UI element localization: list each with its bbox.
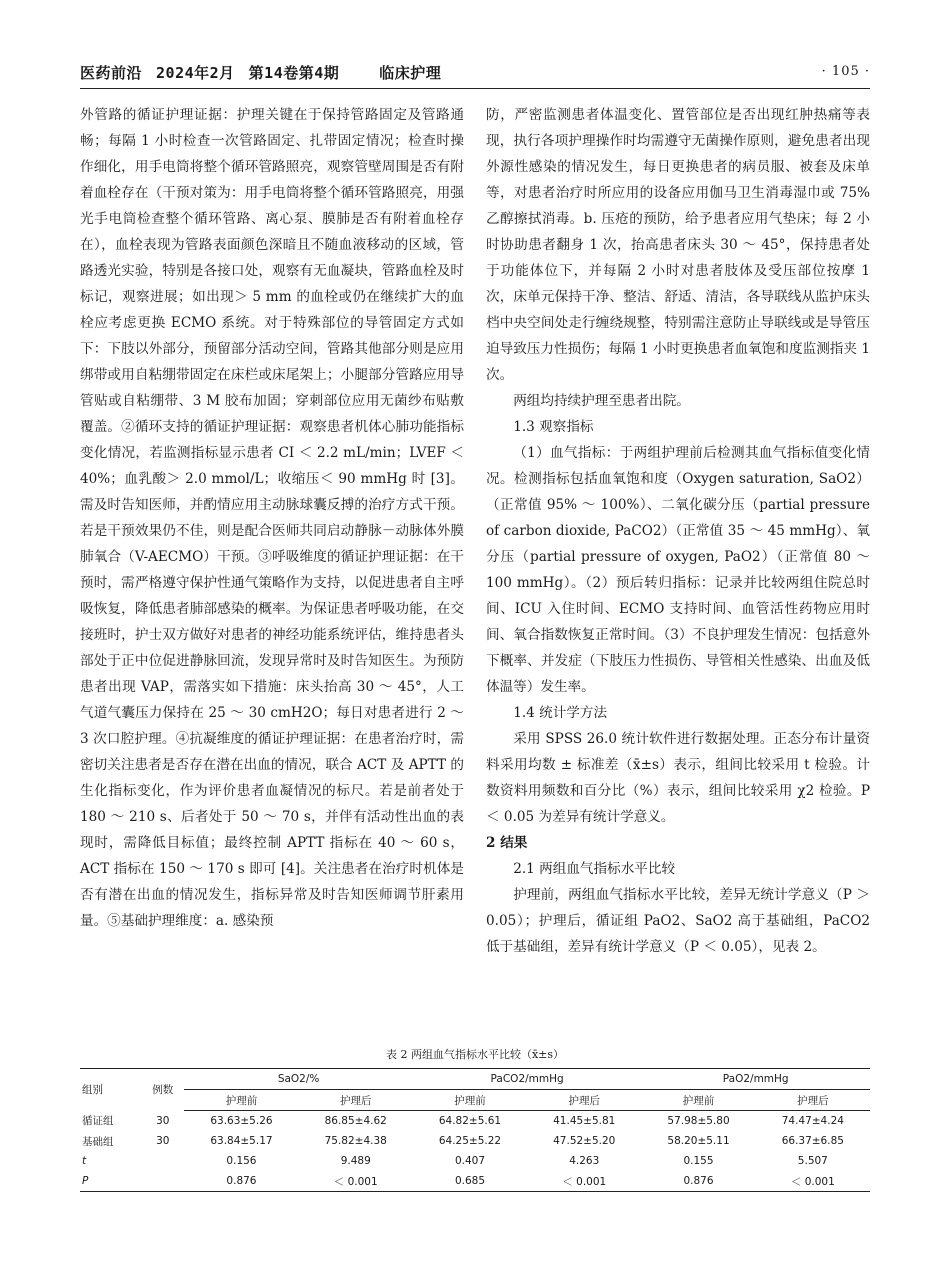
page-number: · 105 · <box>821 64 870 79</box>
sub-after: 护理后 <box>756 1090 870 1111</box>
table-caption: 表 2 两组血气指标水平比较（x̄±s） <box>385 1048 565 1061</box>
journal-name: 医药前沿 <box>80 64 143 82</box>
sub-before: 护理前 <box>413 1090 527 1111</box>
table-2 <box>80 1046 870 1192</box>
table-row: P 0.876 ＜ 0.001 0.685 ＜ 0.001 0.876 ＜ 0.001 <box>80 1171 870 1192</box>
sub-before: 护理前 <box>641 1090 755 1111</box>
left-paragraph: 外管路的循证护理证据：护理关键在于保持管路固定及管路通畅；每隔 1 小时检查一次管路固定、扎带固定情况；检查时操作细化，用手电筒将整个循环管路照亮，观察管壁周围是否有附着血栓存在（干预对策为：用手电筒将整个循环管路照亮，用强光手电筒检查整个循环管路、离心泵、膜肺是否有附着血栓存在），血栓表现为管路表面颜色深暗且不随血液移动的区域，管路透光实验，特别是各接口处，观察有无血凝块，管路血栓及时标记，观察进展；如出现＞ 5 mm 的血栓或仍在继续扩大的血栓应考虑更换 ECMO 系统。对于特殊部位的导管固定方式如下：下肢以外部分，预留部分活动空间，管路其他部分则是应用绑带或用自粘绷带固定在床栏或床尾架上；小腿部分管路应用导管贴或自粘绷带、3 M 胶布加固；穿刺部位应用无菌纱布贴敷覆盖。②循环支持的循证护理证据：观察患者机体心肺功能指标变化情况，若监测指标显示患者 CI ＜ 2.2 mL/min；LVEF ＜ 40%；血乳酸＞ 2.0 mmol/L；收缩压＜ 90 mmHg 时 [3]。需及时告知医师，并酌情应用主动脉球囊反搏的治疗方式干预。若是干预效果仍不佳，则是配合医师共同启动静脉－动脉体外膜肺氧合（V-AECMO）干预。③呼吸维度的循证护理证据：在干预时，需严格遵守保护性通气策略作为支持，以促进患者自主呼吸恢复，降低患者肺部感染的概率。为保证患者呼吸功能，在交接班时，护士双方做好对患者的神经功能系统评估，维持患者头部处于正中位促进静脉回流，发现异常时及时告知医生。为预防患者出现 VAP，需落实如下措施：床头抬高 30 ～ 45°，人工气道气囊压力保持在 25 ～ 30 cmH2O；每日对患者进行 2 ～ 3 次口腔护理。④抗凝维度的循证护理证据：在患者治疗时，需密切关注患者是否存在潜在出血的情况，联合 ACT 及 APTT 的生化指标变化，作为评价患者血凝情况的标尺。若是前者处于 180 ～ 210 s、后者处于 50 ～ 70 s，并伴有活动性出血的表现时，需降低目标值；最终控制 APTT 指标在 40 ～ 60 s，ACT 指标在 150 ～ 170 s 即可 [4]。关注患者在治疗时机体是否有潜在出血的情况发生，指标异常及时告知医师调节肝素用量。⑤基础护理维度：a. 感染预 <box>80 107 464 929</box>
blood-gas-table <box>80 1068 870 1192</box>
heading-2-1: 2.1 两组血气指标水平比较 <box>513 861 676 877</box>
volume-issue: 第14卷第4期 <box>248 64 340 82</box>
issue-date: 2024年2月 <box>156 64 235 82</box>
right-column <box>486 102 870 960</box>
paragraph-indicators: （1）血气指标：于两组护理前后检测其血气指标值变化情况。检测指标包括血氧饱和度（Oxygen saturation, SaO2）（正常值 95% ～ 100%）、二氧化碳分压（partial pressure of carbon dioxide, PaCO2）（正常值 35 ～ 45 mmHg）、氧分压（partial pressure of oxygen, PaO2）（正常值 80 ～ 100 mmHg）。（2）预后转归指标：记录并比较两组住院总时间、ICU 入住时间、ECMO 支持时间、血管活性药物应用时间、氧合指数恢复正常时间。（3）不良护理发生情况：包括意外下概率、并发症（下肢压力性损伤、导管相关性感染、出血及低体温等）发生率。 <box>486 445 870 695</box>
page-header <box>80 58 870 89</box>
paragraph-basic-care: 防，严密监测患者体温变化、置管部位是否出现红肿热痛等表现，执行各项护理操作时均需遵守无菌操作原则，避免患者出现外源性感染的情况发生，每日更换患者的病员服、被套及床单等，对患者治疗时所应用的设备应用伽马卫生消毒湿巾或 75% 乙醇擦拭消毒。b. 压疮的预防，给予患者应用气垫床；每 2 小时协助患者翻身 1 次，抬高患者床头 30 ～ 45°，保持患者处于功能体位下，并每隔 2 小时对患者肢体及受压部位按摩 1 次，床单元保持干净、整洁、舒适、清洁，各导联线从监护床头档中央空间处走行缠绕规整，特别需注意防止导联线或是导管压迫导致压力性损伤；每隔 1 小时更换患者血氧饱和度监测指夹 1 次。 <box>486 107 870 383</box>
paragraph-results: 护理前，两组血气指标水平比较，差异无统计学意义（P ＞ 0.05）；护理后，循证组 PaO2、SaO2 高于基础组，PaCO2 低于基础组，差异有统计学意义（P ＜ 0.05），见表 2。 <box>486 887 870 955</box>
left-column <box>80 102 464 934</box>
paragraph-continuous-care: 两组均持续护理至患者出院。 <box>513 393 690 409</box>
table-row: 循证组 30 63.63±5.26 86.85±4.62 64.82±5.61 41.45±5.81 57.98±5.80 74.47±4.24 <box>82 1114 844 1128</box>
header-sao2: SaO2/% <box>184 1069 413 1090</box>
paragraph-statistics: 采用 SPSS 26.0 统计软件进行数据处理。正态分布计量资料采用均数 ± 标准差（x̄±s）表示，组间比较采用 t 检验。计数资料用频数和百分比（%）表示，组间比较采用 χ2 检验。P ＜ 0.05 为差异有统计学意义。 <box>486 731 870 825</box>
journal-info <box>80 62 455 83</box>
sub-after: 护理后 <box>299 1090 413 1111</box>
header-group: 组别 <box>80 1069 141 1111</box>
heading-1-4: 1.4 统计学方法 <box>513 705 608 721</box>
header-n: 例数 <box>141 1069 184 1111</box>
header-paco2: PaCO2/mmHg <box>413 1069 642 1090</box>
heading-1-3: 1.3 观察指标 <box>513 419 594 435</box>
table-row: t 0.156 9.489 0.407 4.263 0.155 5.507 <box>82 1155 828 1167</box>
header-pao2: PaO2/mmHg <box>641 1069 870 1090</box>
sub-after: 护理后 <box>527 1090 641 1111</box>
heading-2-results: 2 结果 <box>486 835 528 851</box>
sub-before: 护理前 <box>184 1090 298 1111</box>
section-name: 临床护理 <box>379 64 442 82</box>
table-row: 基础组 30 63.84±5.17 75.82±4.38 64.25±5.22 47.52±5.20 58.20±5.11 66.37±6.85 <box>82 1135 844 1148</box>
